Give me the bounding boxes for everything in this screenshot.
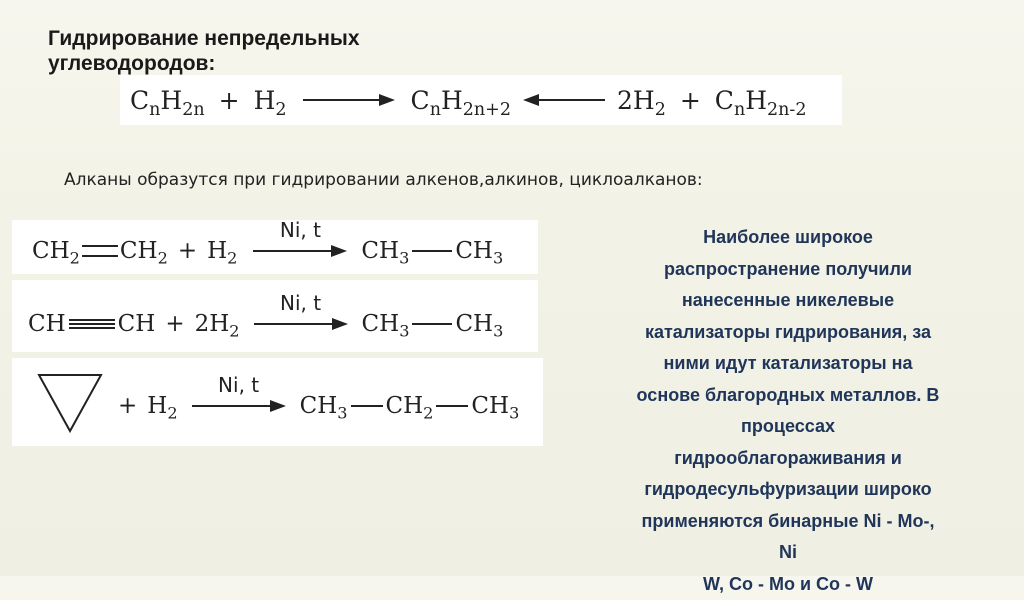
- plus-sign: +: [165, 311, 184, 337]
- note-line: нанесенные никелевые: [578, 285, 998, 317]
- plus-sign: +: [219, 86, 240, 115]
- formula-alkane-general: $C_nH_{2n+2}$: [411, 86, 511, 115]
- cyclopropane-triangle-icon: [36, 372, 104, 440]
- right-arrow-icon: [254, 317, 348, 331]
- note-line: ними идут катализаторы на: [578, 348, 998, 380]
- right-arrow-icon: [303, 92, 395, 108]
- single-bond-icon: [351, 405, 383, 407]
- note-line: применяются бинарные Ni - Mo-,: [578, 506, 998, 538]
- reaction-condition: Ni, t: [192, 373, 286, 397]
- formula-ch2: $CH_2$: [120, 238, 168, 264]
- formula-ch: CH: [118, 311, 156, 337]
- reaction-condition: Ni, t: [254, 291, 348, 315]
- note-line: процессах: [578, 411, 998, 443]
- single-bond-icon: [436, 405, 468, 407]
- formula-alkyne-general: $C_nH_{2n-2}$: [715, 86, 807, 115]
- formula-ch3: $CH_3$: [455, 238, 503, 264]
- triple-bond-icon: [69, 319, 115, 329]
- formula-hydrogen: $H_2$: [147, 393, 177, 419]
- note-line: распространение получили: [578, 254, 998, 286]
- formula-ch3: $CH_3$: [471, 393, 519, 419]
- slide-title-line-2: углеводородов:: [48, 51, 360, 76]
- formula-two-hydrogen: $2H_2$: [195, 311, 240, 337]
- formula-hydrogen: $H_2$: [207, 238, 237, 264]
- plus-sign: +: [178, 238, 197, 264]
- alkene-hydrogenation-equation: [12, 220, 538, 274]
- note-line: гидрооблагораживания и: [578, 443, 998, 475]
- note-line: Ni: [578, 537, 998, 569]
- subtitle-text: Алканы образутся при гидрировании алкенов,алкинов, циклоалканов:: [64, 170, 703, 190]
- note-line: гидродесульфуризации широко: [578, 474, 998, 506]
- general-equation: [120, 75, 842, 125]
- cycloalkane-hydrogenation-equation: [12, 358, 543, 446]
- formula-alkene-general: $C_nH_{2n}$: [130, 86, 205, 115]
- formula-ch3: $CH_3$: [300, 393, 348, 419]
- note-line: основе благородных металлов. В: [578, 380, 998, 412]
- formula-hydrogen: $H_2$: [254, 86, 287, 115]
- alkyne-hydrogenation-equation: [12, 280, 538, 352]
- formula-ch3: $CH_3$: [455, 311, 503, 337]
- slide-title: [48, 26, 360, 76]
- double-bond-icon: [82, 245, 118, 257]
- single-bond-icon: [412, 250, 452, 252]
- catalyst-note: [578, 222, 998, 600]
- formula-ch3: $CH_3$: [361, 238, 409, 264]
- formula-ch: CH: [28, 311, 66, 337]
- right-arrow-icon: [192, 399, 286, 413]
- note-line: W, Co - Mo и Co - W: [578, 569, 998, 600]
- note-line: катализаторы гидрирования, за: [578, 317, 998, 349]
- slide-title-line-1: Гидрирование непредельных: [48, 26, 360, 51]
- left-arrow-icon: [523, 92, 605, 108]
- note-line: Наиболее широкое: [578, 222, 998, 254]
- plus-sign: +: [118, 393, 137, 419]
- formula-ch3: $CH_3$: [362, 311, 410, 337]
- formula-ch2: $CH_2$: [386, 393, 434, 419]
- right-arrow-icon: [253, 244, 347, 258]
- formula-two-hydrogen: $2H_2$: [617, 86, 666, 115]
- single-bond-icon: [412, 323, 452, 325]
- formula-ch2: $CH_2$: [32, 238, 80, 264]
- reaction-condition: Ni, t: [253, 218, 347, 242]
- plus-sign: +: [680, 86, 701, 115]
